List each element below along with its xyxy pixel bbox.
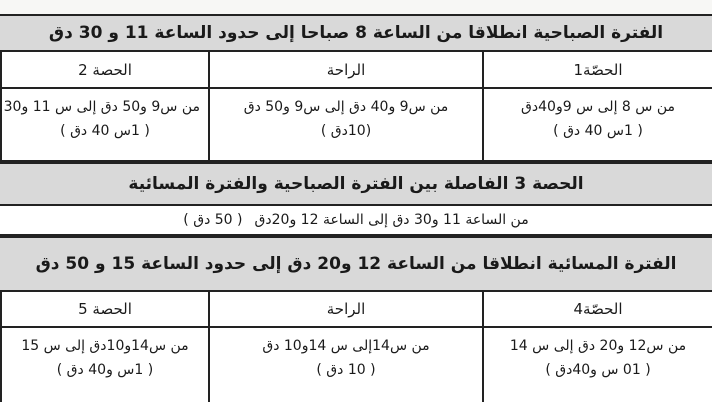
session-label: الحصّة1	[573, 60, 623, 79]
evening-period-title: الفترة المسائية انطلاقا من الساعة 12 و20 دق إلى حدود الساعة 15 و 50 دق	[0, 236, 712, 292]
duration: ( 01 س و40دق )	[545, 362, 651, 378]
evening-header-row	[0, 292, 712, 328]
time-range: من س14و10دق إلى س 15	[21, 338, 189, 354]
evening-session-5-header	[0, 292, 208, 326]
session-label: الراحة	[326, 300, 366, 318]
session-label: الحصة 5	[78, 300, 132, 318]
morning-session-2-cell	[0, 89, 208, 160]
morning-session-2-header	[0, 52, 208, 87]
time-range: من س12 و20 دق إلى س 14	[509, 338, 687, 354]
duration: ( 1س 40 دق )	[60, 123, 150, 139]
time-range: من س14إلى س 14و10 دق	[262, 338, 430, 354]
evening-break-cell	[208, 328, 482, 402]
morning-break-cell	[208, 89, 482, 160]
session-label: الراحة	[326, 60, 366, 79]
evening-session-4-header	[482, 292, 712, 326]
session-label: الحصّة4	[573, 300, 623, 318]
morning-break-header	[208, 52, 482, 87]
duration: ( 50 دق )	[183, 212, 243, 228]
time-range: من س 8 إلى س 9و40دق	[521, 99, 675, 115]
morning-session-1-cell	[482, 89, 712, 160]
evening-session-4-cell	[482, 328, 712, 402]
duration: ( 1س و40 دق )	[56, 362, 154, 378]
time-range: من س9 و50 دق إلى س 11 و30	[3, 99, 200, 115]
lunch-session-title: الحصة 3 الفاصلة بين الفترة الصباحية والفترة المسائية	[0, 162, 712, 206]
duration: (10دق )	[320, 123, 372, 139]
evening-times-row	[0, 328, 712, 402]
morning-period-title: الفترة الصباحية انطلاقا من الساعة 8 صباحا إلى حدود الساعة 11 و 30 دق	[0, 14, 712, 52]
morning-times-row	[0, 89, 712, 162]
time-range: من س9 و40 دق إلى س9 و50 دق	[243, 99, 449, 115]
morning-session-1-header	[482, 52, 712, 87]
lunch-session-row	[0, 206, 712, 236]
duration: ( 1س 40 دق )	[553, 123, 643, 139]
morning-header-row	[0, 52, 712, 89]
duration: ( 10 دق )	[316, 362, 376, 378]
time-range: من الساعة 11 و30 دق إلى الساعة 12 و20دق	[254, 212, 529, 228]
evening-break-header	[208, 292, 482, 326]
session-label: الحصة 2	[78, 60, 132, 79]
evening-session-5-cell	[0, 328, 208, 402]
